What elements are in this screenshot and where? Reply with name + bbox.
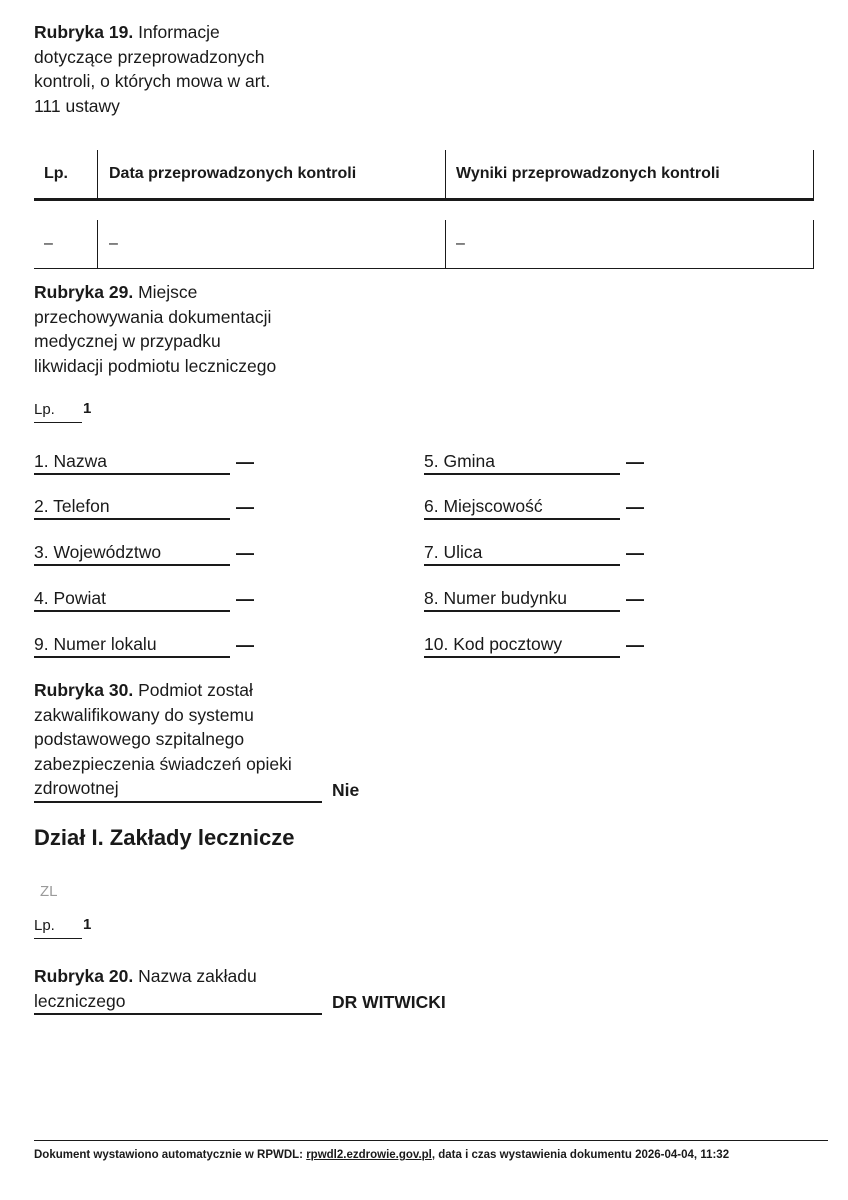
table-row (34, 220, 814, 269)
field-gmina-value: — (626, 452, 644, 472)
field-underline (34, 610, 230, 612)
cell-date: – (109, 235, 118, 252)
field-miejscowosc-label: 6. Miejscowość (424, 496, 543, 516)
rubryka-19-label (34, 20, 334, 118)
field-wojewodztwo-value: — (236, 543, 254, 563)
column-divider (813, 220, 814, 268)
field-numer-lokalu-value: — (236, 635, 254, 655)
footer-text-after: , data i czas wystawienia dokumentu 2026-04-04, 11:32 (431, 1149, 730, 1161)
column-divider (813, 150, 814, 198)
lp-underline (34, 938, 82, 939)
field-nazwa-value: — (236, 452, 254, 472)
rubryka-30-title: Rubryka 30. (34, 680, 134, 700)
field-underline (424, 518, 620, 520)
rubryka-20-label (34, 964, 324, 1013)
rubryka-20-underline (34, 1013, 322, 1015)
field-underline (34, 518, 230, 520)
field-telefon-label: 2. Telefon (34, 496, 110, 516)
field-gmina-label: 5. Gmina (424, 451, 495, 471)
column-divider (445, 150, 446, 198)
column-divider (97, 220, 98, 268)
field-nazwa-label: 1. Nazwa (34, 451, 107, 471)
cell-results: – (456, 235, 465, 252)
col-header-results: Wyniki przeprowadzonych kontroli (456, 165, 720, 182)
rubryka-30-value: Nie (332, 780, 360, 800)
column-divider (97, 150, 98, 198)
field-telefon-value: — (236, 497, 254, 517)
rubryka-19-text: Informacje dotyczące przeprowadzonych kontroli, o których mowa w art. 111 ustawy (34, 22, 271, 116)
field-numer-budynku-value: — (626, 589, 644, 609)
field-underline (34, 564, 230, 566)
footer (34, 1149, 729, 1161)
footer-text-before: Dokument wystawiono automatycznie w RPWDL: (34, 1149, 307, 1161)
lp-value: 1 (83, 916, 92, 933)
rubryka-30-label (34, 678, 324, 801)
col-header-date: Data przeprowadzonych kontroli (109, 165, 357, 182)
field-underline (424, 610, 620, 612)
field-miejscowosc-value: — (626, 497, 644, 517)
field-underline (34, 656, 230, 658)
field-numer-budynku-label: 8. Numer budynku (424, 588, 567, 608)
rubryka-30-text: Podmiot został zakwalifikowany do systemu podstawowego szpitalnego zabezpieczenia świadczeń opieki zdrowotnej (34, 680, 292, 798)
field-kod-pocztowy-value: — (626, 635, 644, 655)
field-powiat-label: 4. Powiat (34, 588, 106, 608)
field-underline (424, 656, 620, 658)
field-ulica-value: — (626, 543, 644, 563)
rubryka-29-title: Rubryka 29. (34, 282, 134, 302)
lp-underline (34, 422, 82, 423)
rubryka-30-underline (34, 801, 322, 803)
section-title: Dział I. Zakłady lecznicze (34, 825, 295, 850)
field-kod-pocztowy-label: 10. Kod pocztowy (424, 634, 563, 654)
field-wojewodztwo-label: 3. Województwo (34, 542, 162, 562)
field-underline (34, 473, 230, 475)
rubryka-20-text: Nazwa zakładu leczniczego (34, 966, 257, 1011)
cell-lp: – (44, 235, 53, 252)
lp-label: Lp. (34, 401, 55, 418)
col-header-lp: Lp. (44, 165, 68, 182)
field-ulica-label: 7. Ulica (424, 542, 483, 562)
rubryka-20-value: DR WITWICKI (332, 992, 446, 1012)
rubryka-29-text: Miejsce przechowywania dokumentacji medycznej w przypadku likwidacji podmiotu leczniczego (34, 282, 277, 376)
field-powiat-value: — (236, 589, 254, 609)
footer-divider (34, 1140, 828, 1141)
rpwdl-link[interactable]: rpwdl2.ezdrowie.gov.pl (306, 1149, 432, 1161)
rubryka-20-title: Rubryka 20. (34, 966, 134, 986)
field-numer-lokalu-label: 9. Numer lokalu (34, 634, 157, 654)
column-divider (445, 220, 446, 268)
rubryka-19-title: Rubryka 19. (34, 22, 134, 42)
section-tag: ZL (40, 883, 58, 900)
inspections-table-header (34, 150, 814, 201)
lp-label: Lp. (34, 917, 55, 934)
rubryka-29-label (34, 280, 354, 378)
field-underline (424, 564, 620, 566)
field-underline (424, 473, 620, 475)
lp-value: 1 (83, 400, 92, 417)
